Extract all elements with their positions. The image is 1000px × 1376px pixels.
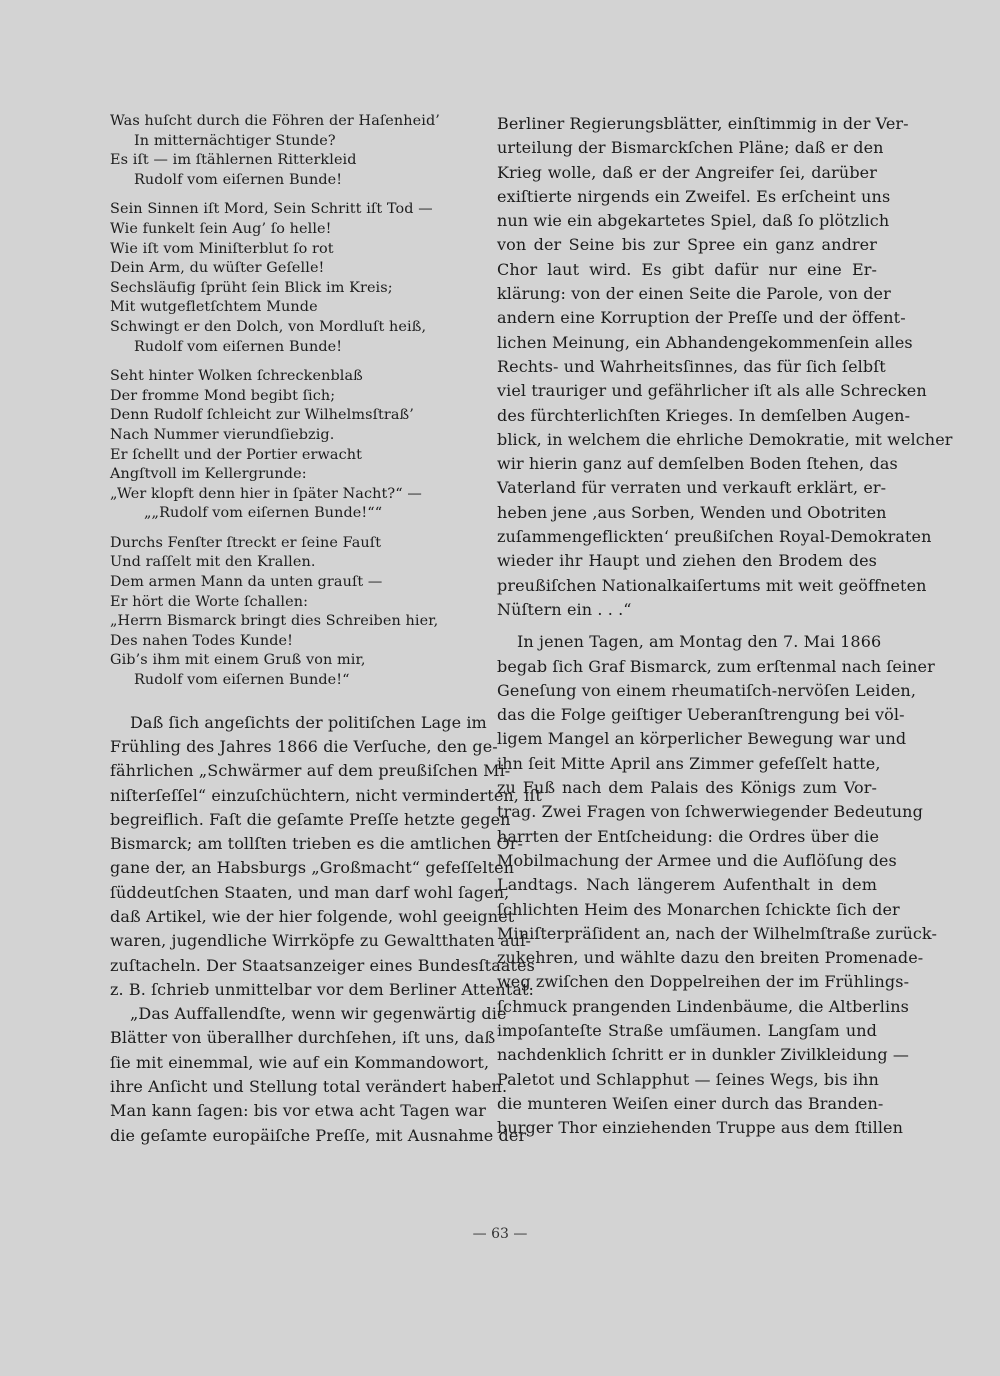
- text-line: wir hierin ganz auf demſelben Boden ſtehen, das: [497, 454, 898, 474]
- poem-stanza-2: [110, 200, 470, 357]
- text-line: fährlichen „Schwärmer auf dem preußiſchen Mi-: [110, 761, 511, 781]
- text-line: ihn ſeit Mitte April ans Zimmer gefeſſelt hatte,: [497, 753, 881, 773]
- text-line: viel trauriger und gefährlicher iſt als alle Schrecken: [497, 381, 927, 401]
- poem-line: Er ſchellt und der Portier erwacht: [110, 446, 362, 463]
- poem-line: Rudolf vom eiſernen Bunde!: [134, 171, 343, 188]
- text-line: die munteren Weiſen einer durch das Branden-: [497, 1093, 884, 1113]
- text-line: Berliner Regierungsblätter, einſtimmig in der Ver-: [497, 114, 909, 133]
- text-line: exiſtierte nirgends ein Zweifel. Es erſcheint uns: [497, 186, 891, 206]
- text-line: heben jene ‚aus Sorben, Wenden und Obotriten: [497, 502, 887, 522]
- text-line: von der Seine bis zur Spree ein ganz andrer: [497, 235, 877, 255]
- left-paragraph-1: [110, 711, 542, 1003]
- text-line: Krieg wolle, daß er der Angreifer ſei, darüber: [497, 162, 877, 182]
- text-line: wieder ihr Haupt und ziehen den Brodem des: [497, 551, 877, 571]
- text-line: klärung: von der einen Seite die Parole, von der: [497, 284, 891, 304]
- text-line: andern eine Korruption der Preſſe und der öffent-: [497, 308, 906, 328]
- text-line: Paletot und Schlapphut — ſeines Wegs, bis ihn: [497, 1069, 879, 1089]
- right-paragraph-2: [497, 630, 937, 1140]
- text-line: begab ſich Graf Bismarck, zum erſtenmal nach ſeiner: [497, 656, 935, 676]
- text-line: zu Fuß nach dem Palais des Königs zum Vor-: [497, 778, 877, 798]
- poem-line: In mitternächtiger Stunde?: [134, 132, 336, 149]
- poem-line: Des nahen Todes Kunde!: [110, 632, 294, 649]
- poem-line: „Wer klopft denn hier in ſpäter Nacht?“ —: [110, 485, 422, 502]
- text-line: gane der, an Habsburgs „Großmacht“ gefeſſelten: [110, 858, 515, 878]
- text-line: lichen Meinung, ein Abhandengekommenſein alles: [497, 332, 913, 352]
- text-line: „Das Auffallendſte, wenn wir gegenwärtig die: [130, 1004, 507, 1024]
- poem-line: Durchs Fenſter ſtreckt er ſeine Fauſt: [110, 534, 382, 551]
- text-line: Bismarck; am tollſten trieben es die amtlichen Or-: [110, 834, 523, 854]
- poem-line: Mit wutgefletſchtem Munde: [110, 299, 318, 316]
- poem-line: Seht hinter Wolken ſchreckenblaß: [110, 368, 363, 385]
- text-line: harrten der Entſcheidung: die Ordres über die: [497, 826, 880, 846]
- poem-line: Rudolf vom eiſernen Bunde!“: [134, 672, 350, 689]
- left-paragraph-2: [110, 1002, 527, 1148]
- text-line: Rechts- und Wahrheitsſinnes, das für ſich ſelbſt: [497, 356, 886, 376]
- text-line: Frühling des Jahres 1866 die Verſuche, den ge-: [110, 736, 498, 756]
- poem-line: Wie funkelt ſein Aug’ ſo helle!: [110, 220, 332, 237]
- poem-line: Dem armen Mann da unten grauſt —: [110, 574, 383, 591]
- text-line: nachdenklich ſchritt er in dunkler Zivilkleidung —: [497, 1045, 909, 1065]
- text-line: weg zwiſchen den Doppelreihen der im Frühlings-: [497, 972, 910, 992]
- poem-line: „Herrn Bismarck bringt dies Schreiben hier,: [110, 613, 439, 630]
- text-line: impoſanteſte Straße umſäumen. Langſam und: [497, 1020, 877, 1040]
- text-line: ligem Mangel an körperlicher Bewegung war und: [497, 729, 907, 749]
- text-line: trag. Zwei Fragen von ſchwerwiegender Bedeutung: [497, 802, 923, 822]
- poem-line: Sechsläufig ſprüht ſein Blick im Kreis;: [110, 279, 393, 296]
- poem-stanza-4: [110, 534, 470, 691]
- text-line: das die Folge geiſtiger Ueberanſtrengung bei völ-: [497, 705, 905, 725]
- poem-line: Der fromme Mond begibt ſich;: [110, 387, 336, 404]
- poem-line: Und raſſelt mit den Krallen.: [110, 554, 316, 571]
- right-paragraph-1: [497, 112, 953, 622]
- text-line: Miniſterpräſident an, nach der Wilhelmſtraße zurück-: [497, 923, 937, 943]
- text-line: Daß ſich angeſichts der politiſchen Lage im: [130, 712, 487, 732]
- text-line: preußiſchen Nationalkaiſertums mit weit geöffneten: [497, 575, 927, 595]
- text-line: zuſammengeflickten‘ preußiſchen Royal-Demokraten: [497, 527, 932, 547]
- text-line: blick, in welchem die ehrliche Demokratie, mit welcher: [497, 429, 953, 449]
- text-line: ſchmuck prangenden Lindenbäume, die Altberlins: [497, 996, 909, 1016]
- text-line: Vaterland für verraten und verkauft erklärt, er-: [497, 478, 887, 498]
- text-line: Geneſung von einem rheumatiſch-nervöſen Leiden,: [497, 680, 917, 700]
- text-line: nun wie ein abgekartetes Spiel, daß ſo plötzlich: [497, 211, 890, 231]
- poem-stanza-1: [110, 112, 470, 190]
- right-column: [497, 112, 953, 1140]
- text-line: z. B. ſchrieb unmittelbar vor dem Berliner Attentat:: [110, 979, 535, 999]
- text-line: Man kann ſagen: bis vor etwa acht Tagen war: [110, 1101, 487, 1121]
- text-line: burger Thor einziehenden Truppe aus dem ſtillen: [497, 1118, 904, 1138]
- text-line: ſie mit einemmal, wie auf ein Kommandowort,: [110, 1052, 490, 1072]
- text-line: urteilung der Bismarckſchen Pläne; daß er den: [497, 138, 884, 158]
- text-line: die geſamte europäiſche Preſſe, mit Ausnahme der: [110, 1125, 527, 1145]
- poem-line: Wie iſt vom Miniſterblut ſo rot: [110, 240, 334, 257]
- text-line: waren, jugendliche Wirrköpfe zu Gewaltthaten auf-: [110, 931, 531, 951]
- poem: [110, 112, 470, 691]
- poem-line: Nach Nummer vierundſiebzig.: [110, 426, 335, 443]
- text-line: ſüddeutſchen Staaten, und man darf wohl ſagen,: [110, 882, 510, 902]
- poem-line: Schwingt er den Dolch, von Mordluſt heiß,: [110, 318, 427, 335]
- page-number: — 63 —: [472, 1226, 528, 1242]
- text-line: Nüſtern ein . . .“: [497, 599, 632, 619]
- left-column: [110, 112, 542, 1148]
- text-line: begreiflich. Faſt die geſamte Preſſe hetzte gegen: [110, 809, 511, 829]
- poem-line: Er hört die Worte ſchallen:: [110, 593, 309, 610]
- poem-line: Was huſcht durch die Föhren der Haſenheid’: [110, 113, 440, 129]
- text-line: Blätter von überallher durchſehen, iſt uns, daß: [110, 1028, 496, 1048]
- text-line: ſchlichten Heim des Monarchen ſchickte ſich der: [497, 899, 900, 919]
- poem-line: Rudolf vom eiſernen Bunde!: [134, 338, 343, 355]
- poem-line: Es iſt — im ſtählernen Ritterkleid: [110, 152, 357, 169]
- poem-line: Sein Sinnen iſt Mord, Sein Schritt iſt Tod —: [110, 201, 433, 218]
- poem-line: Gib’s ihm mit einem Gruß von mir,: [110, 652, 366, 669]
- text-line: Mobilmachung der Armee und die Auflöſung des: [497, 850, 897, 870]
- poem-line: Dein Arm, du wüſter Geſelle!: [110, 260, 325, 277]
- text-line: In jenen Tagen, am Montag den 7. Mai 1866: [517, 632, 882, 652]
- poem-line: Angſtvoll im Kellergrunde:: [110, 466, 307, 483]
- text-line: des fürchterlichſten Krieges. In demſelben Augen-: [497, 405, 911, 425]
- text-line: ihre Anſicht und Stellung total verändert haben.: [110, 1077, 508, 1097]
- text-line: niſterſeſſel“ einzuſchüchtern, nicht verminderten, iſt: [110, 785, 542, 805]
- text-line: Landtags. Nach längerem Aufenthalt in dem: [497, 875, 877, 895]
- text-line: zuſtacheln. Der Staatsanzeiger eines Bundesſtaates: [110, 955, 535, 975]
- poem-line: Denn Rudolf ſchleicht zur Wilhelmsſtraß’: [110, 407, 414, 424]
- poem-stanza-3: [110, 367, 470, 524]
- text-line: Chor laut wird. Es gibt dafür nur eine Er-: [497, 259, 877, 279]
- poem-line: „„Rudolf vom eiſernen Bunde!““: [144, 505, 383, 522]
- text-line: zukehren, und wählte dazu den breiten Promenade-: [497, 948, 924, 968]
- text-line: daß Artikel, wie der hier folgende, wohl geeignet: [110, 907, 515, 926]
